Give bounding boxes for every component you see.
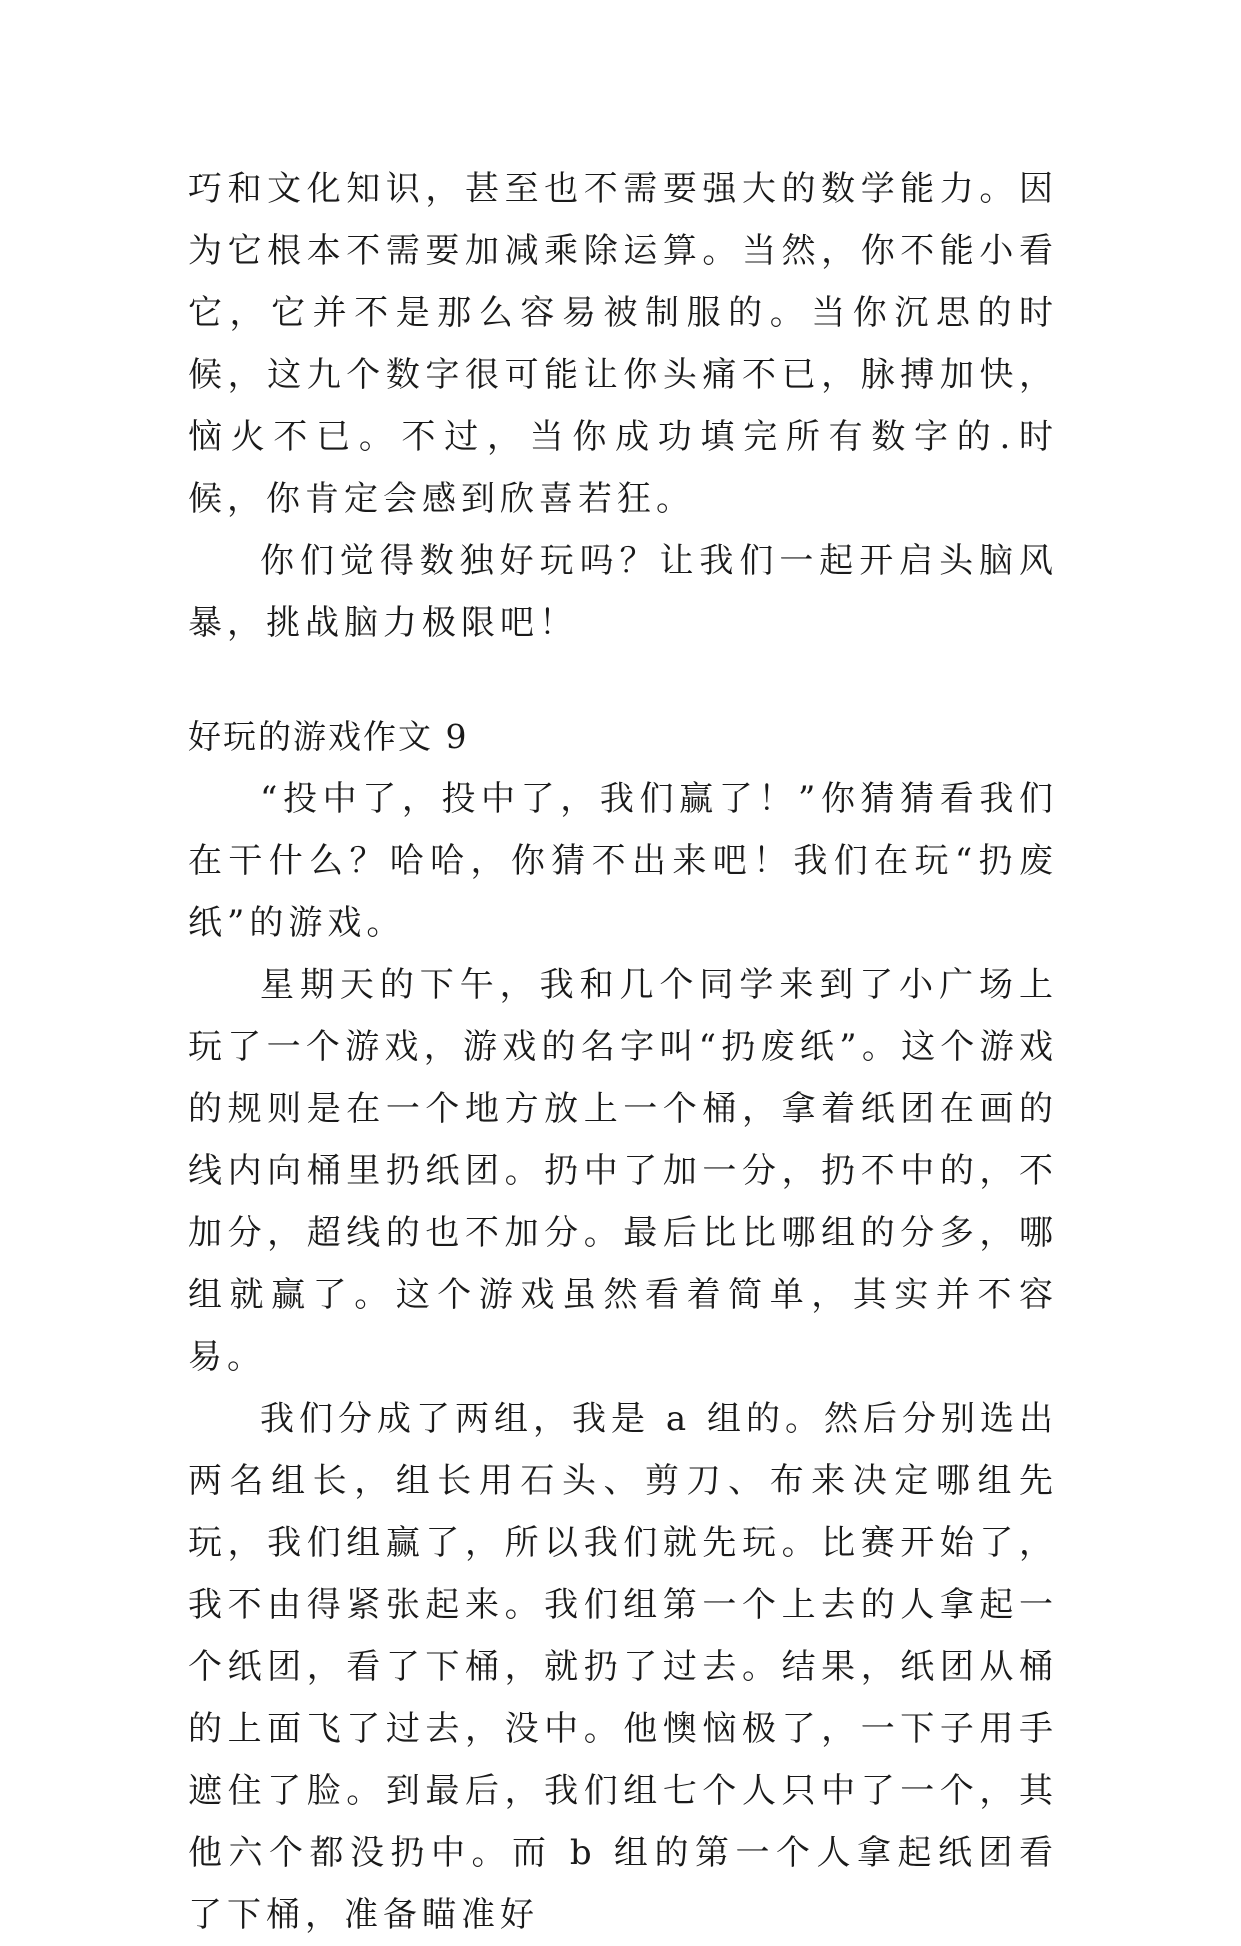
document-page xyxy=(188,158,1058,1946)
paragraph-sudoku-description: 巧和文化知识，甚至也不需要强大的数学能力。因为它根本不需要加减乘除运算。当然，你不能小看它，它并不是那么容易被制服的。当你沉思的时候，这九个数字很可能让你头痛不已，脉搏加快，恼火不已。不过，当你成功填完所有数字的.时候，你肯定会感到欣喜若狂。 xyxy=(188,169,1058,519)
paragraph-game-rules: 星期天的下午，我和几个同学来到了小广场上玩了一个游戏，游戏的名字叫“扔废纸”。这个游戏的规则是在一个地方放上一个桶，拿着纸团在画的线内向桶里扔纸团。扔中了加一分，扔不中的，不加分，超线的也不加分。最后比比哪组的分多，哪组就赢了。这个游戏虽然看着简单，其实并不容易。 xyxy=(188,965,1058,1377)
paragraph-opening-cheer: “投中了，投中了，我们赢了！”你猜猜看我们在干什么？哈哈，你猜不出来吧！我们在玩“扔废纸”的游戏。 xyxy=(188,779,1058,943)
paragraph-match-play: 我们分成了两组，我是 a 组的。然后分别选出两名组长，组长用石头、剪刀、布来决定哪组先玩，我们组赢了，所以我们就先玩。比赛开始了，我不由得紧张起来。我们组第一个上去的人拿起一个纸团，看了下桶，就扔了过去。结果，纸团从桶的上面飞了过去，没中。他懊恼极了，一下子用手遮住了脸。到最后，我们组七个人只中了一个，其他六个都没扔中。而 b 组的第一个人拿起纸团看了下桶，准备瞄准好 xyxy=(188,1399,1058,1935)
section-heading: 好玩的游戏作文 9 xyxy=(188,717,469,756)
paragraph-sudoku-invitation: 你们觉得数独好玩吗？让我们一起开启头脑风暴，挑战脑力极限吧！ xyxy=(188,541,1058,643)
